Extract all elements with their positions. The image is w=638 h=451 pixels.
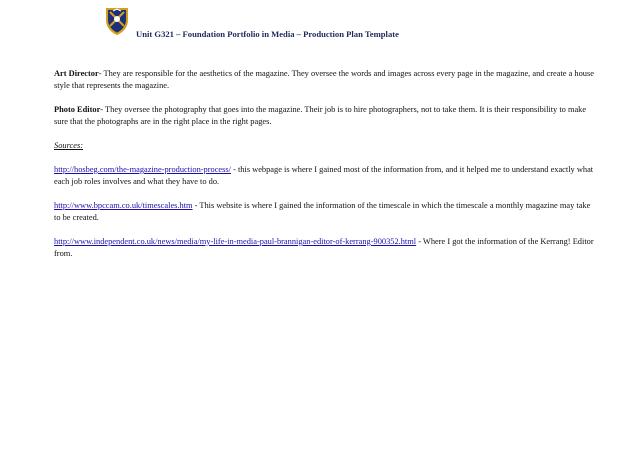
source-link-hosbeg[interactable]: http://hosbeg.com/the-magazine-production-process/ (54, 165, 231, 174)
school-crest-icon (104, 6, 130, 36)
source-link-independent[interactable]: http://www.independent.co.uk/news/media/my-life-in-media-paul-brannigan-editor-of-kerrang-900352.html (54, 237, 417, 246)
sources-heading: Sources: (54, 141, 83, 150)
page-title: Unit G321 – Foundation Portfolio in Media – Production Plan Template (136, 29, 399, 39)
art-director-paragraph (54, 68, 594, 92)
photo-editor-paragraph (54, 104, 594, 128)
photo-editor-label: Photo Editor (54, 105, 101, 114)
source-link-bpccam[interactable]: http://www.bpccam.co.uk/timescales.htm (54, 201, 193, 210)
art-director-description: - They are responsible for the aesthetics of the magazine. They oversee the words and images across every page in the magazine, and create a house style that represents the magazine. (54, 69, 594, 90)
source-item (54, 200, 594, 224)
document-body (54, 68, 594, 272)
art-director-label: Art Director (54, 69, 99, 78)
source-description: - This website is where I gained the information of the timescale in which the timescale a monthly magazine may take to be created. (54, 201, 591, 222)
source-description: - this webpage is where I gained most of the information from, and it helped me to understand exactly what each job roles involves and what they have to do. (54, 165, 594, 186)
source-description: - Where I got the information of the Kerrang! Editor from. (54, 237, 594, 258)
photo-editor-description: - They oversee the photography that goes into the magazine. Their job is to hire photographers, not to take them. It is their responsibility to make sure that the photographs are in the right place in the right pages. (54, 105, 587, 126)
source-item (54, 236, 594, 260)
source-item (54, 164, 594, 188)
